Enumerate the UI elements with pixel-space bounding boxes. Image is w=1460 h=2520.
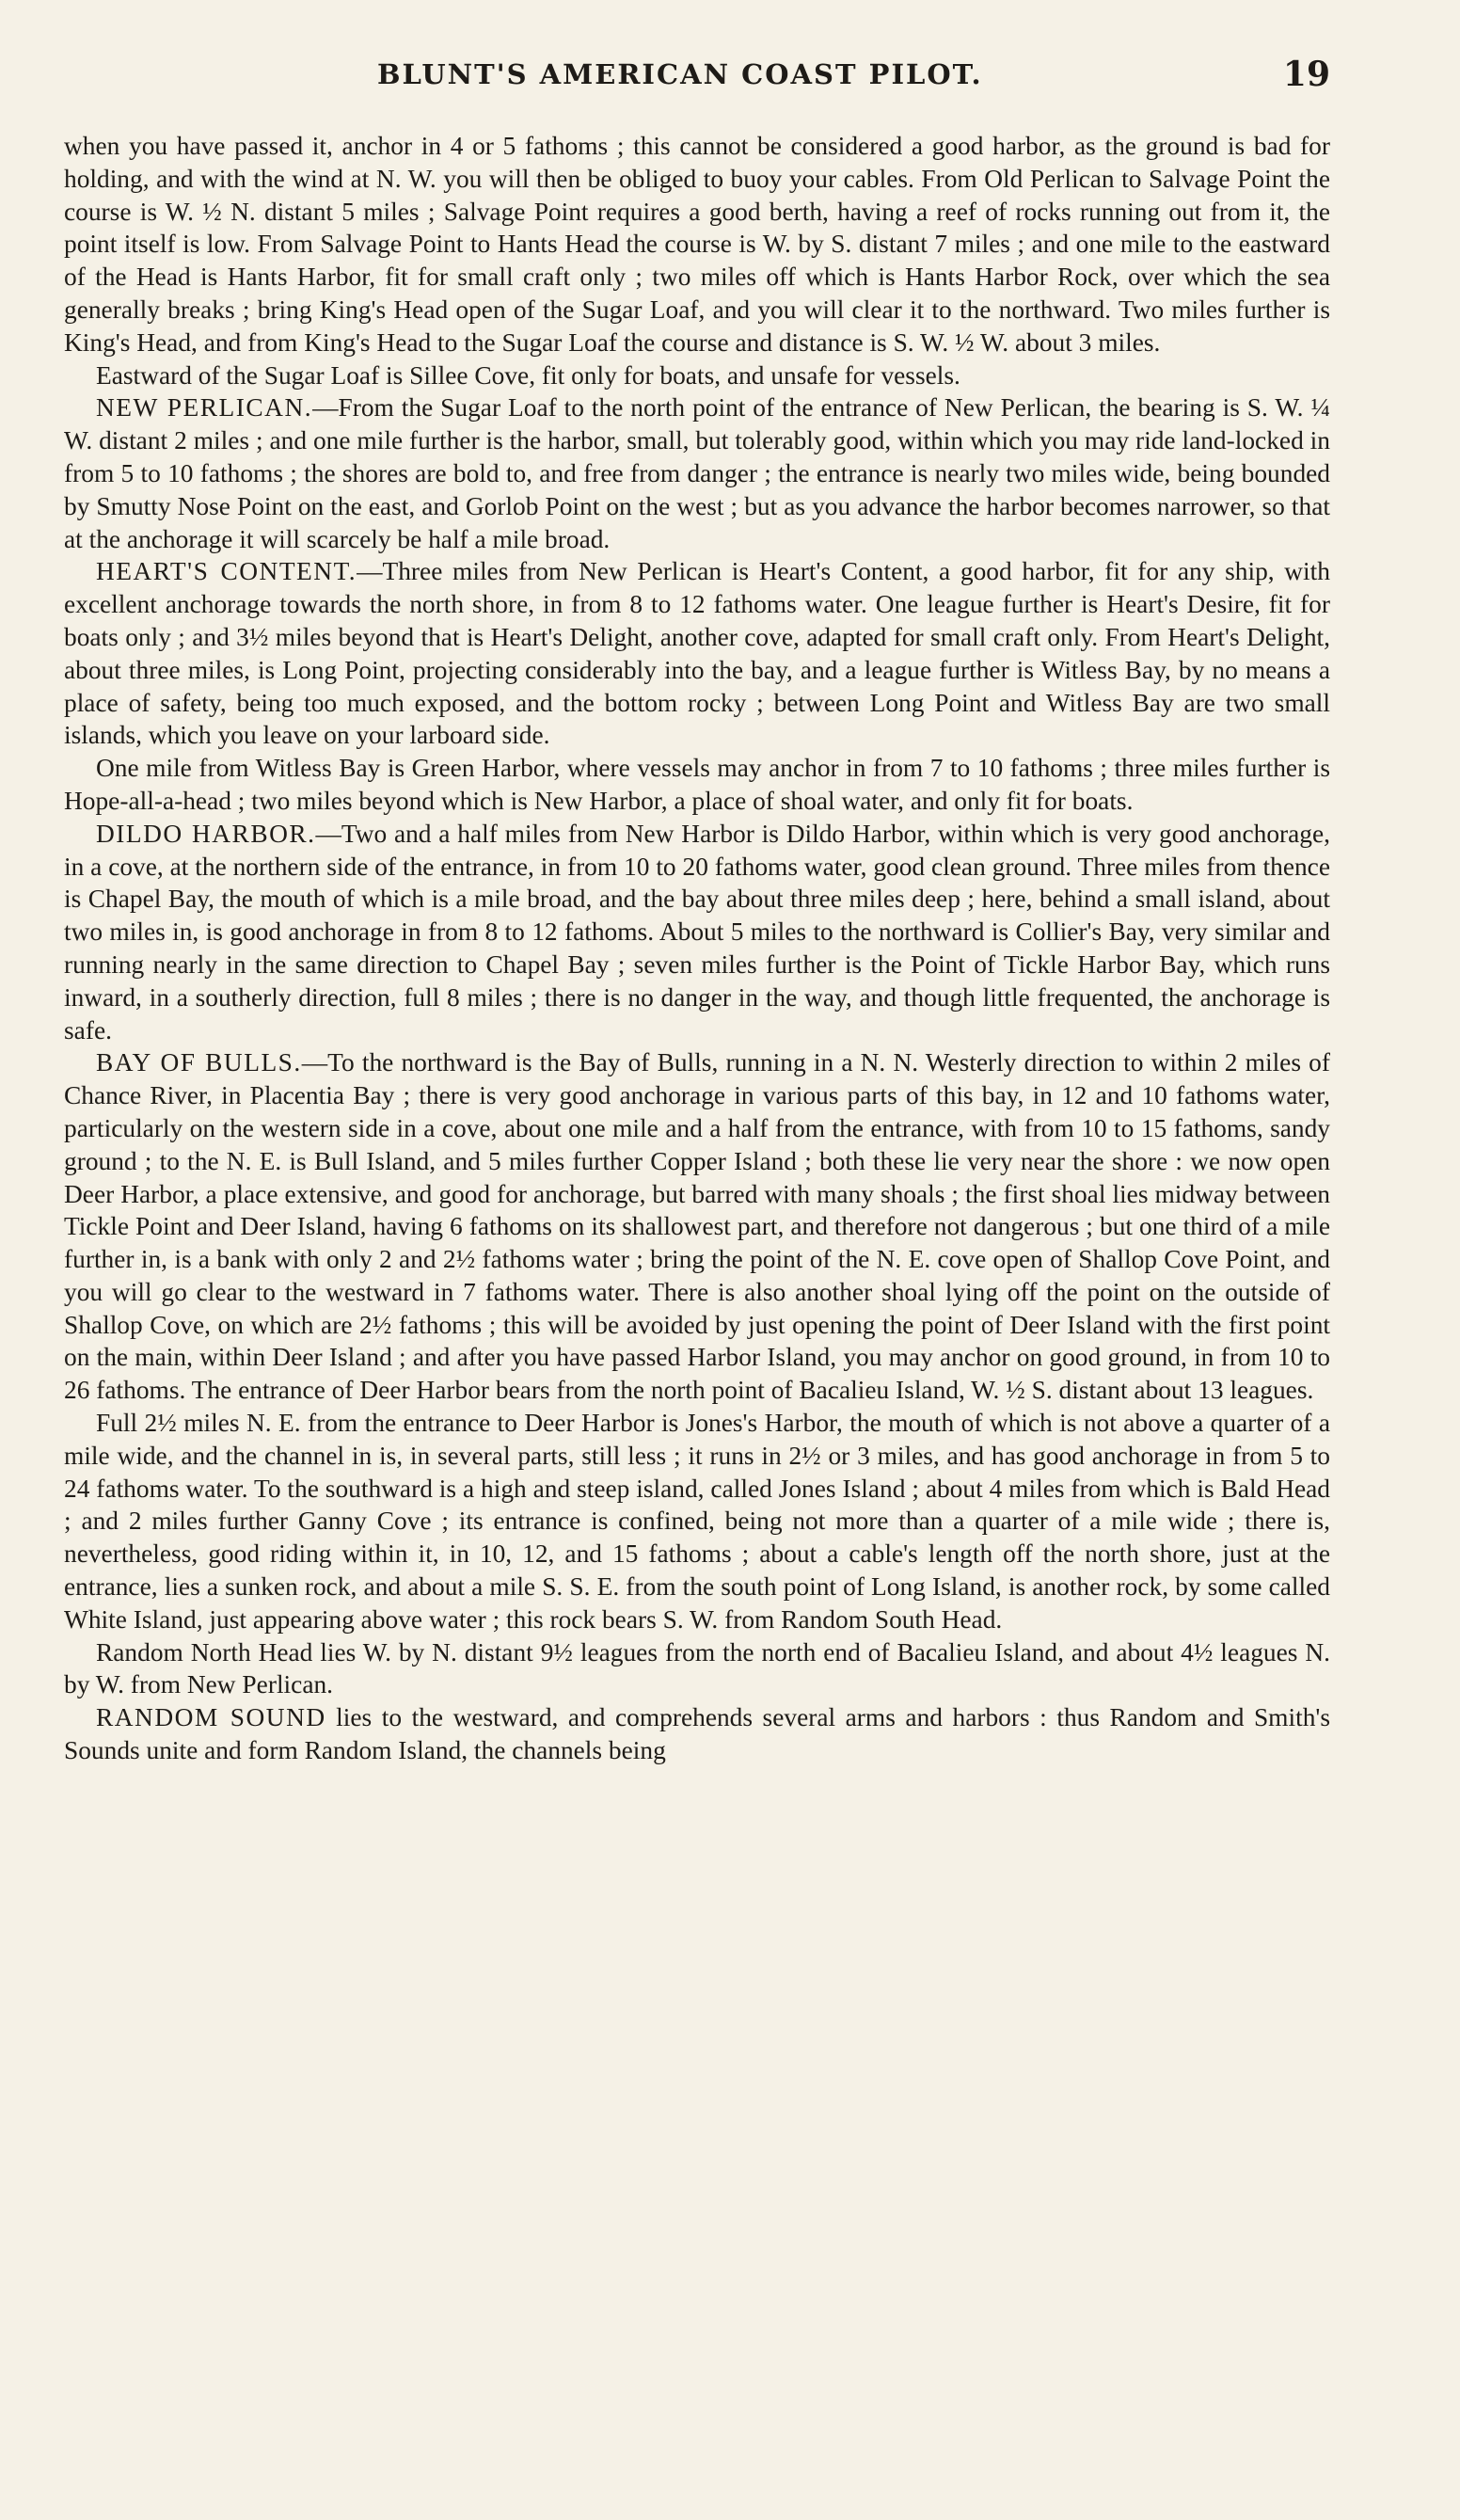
paragraph	[64, 1046, 1330, 1407]
paragraph-text: —Three miles from New Perlican is Heart's Content, a good harbor, fit for any ship, with excellent anchorage towards the north shore, in from 8 to 12 fathoms water. One league further is Heart's Desire, fit for boats only ; and 3½ miles beyond that is Heart's Delight, another cove, adapted for small craft only. From Heart's Delight, about three miles, is Long Point, projecting considerably into the bay, and a league further is Witless Bay, by no means a place of safety, being too much exposed, and the bottom rocky ; between Long Point and Witless Bay are two small islands, which you leave on your larboard side.	[64, 557, 1330, 750]
page-body	[64, 130, 1330, 1767]
paragraph-text: Full 2½ miles N. E. from the entrance to Deer Harbor is Jones's Harbor, the mouth of which is not above a quarter of a mile wide, and the channel in is, in several parts, still less ; it runs in 2½ or 3 miles, and has good anchorage in from 5 to 24 fathoms water. To the southward is a high and steep island, called Jones Island ; about 4 miles from which is Bald Head ; and 2 miles further Ganny Cove ; its entrance is confined, being not more than a quarter of a mile wide ; there is, nevertheless, good riding within it, in 10, 12, and 15 fathoms ; about a cable's length off the north shore, just at the entrance, lies a sunken rock, and about a mile S. S. E. from the south point of Long Island, is another rock, by some called White Island, just appearing above water ; this rock bears S. W. from Random South Head.	[64, 1409, 1330, 1634]
running-title: BLUNT'S AMERICAN COAST PILOT.	[377, 58, 983, 90]
paragraph-text: when you have passed it, anchor in 4 or 5 fathoms ; this cannot be considered a good harbor, as the ground is bad for holding, and with the wind at N. W. you will then be obliged to buoy your cables. From Old Perlican to Salvage Point the course is W. ½ N. distant 5 miles ; Salvage Point requires a good berth, having a reef of rocks running out from it, the point itself is low. From Salvage Point to Hants Head the course is W. by S. distant 7 miles ; and one mile to the eastward of the Head is Hants Harbor, fit for small craft only ; two miles off which is Hants Harbor Rock, over which the sea generally breaks ; bring King's Head open of the Sugar Loaf, and you will clear it to the northward. Two miles further is King's Head, and from King's Head to the Sugar Loaf the course and distance is S. W. ½ W. about 3 miles.	[64, 132, 1330, 357]
section-heading: RANDOM SOUND	[96, 1703, 326, 1732]
running-header	[64, 55, 1330, 98]
paragraph-text: Eastward of the Sugar Loaf is Sillee Cove, fit only for boats, and unsafe for vessels.	[96, 360, 960, 390]
paragraph	[64, 818, 1330, 1047]
paragraph	[64, 359, 1330, 392]
section-heading: BAY OF BULLS.	[96, 1048, 302, 1077]
page-number: 19	[1282, 55, 1330, 94]
paragraph	[64, 1407, 1330, 1636]
paragraph	[64, 1636, 1330, 1702]
paragraph	[64, 1701, 1330, 1767]
paragraph	[64, 130, 1330, 359]
paragraph	[64, 391, 1330, 555]
paragraph-text: —To the northward is the Bay of Bulls, running in a N. N. Westerly direction to within 2 miles of Chance River, in Placentia Bay ; there is very good anchorage in various parts of this bay, in 12 and 10 fathoms water, particularly on the western side in a cove, about one mile and a half from the entrance, with from 10 to 15 fathoms, sandy ground ; to the N. E. is Bull Island, and 5 miles further Copper Island ; both these lie very near the shore : we now open Deer Harbor, a place extensive, and good for anchorage, but barred with many shoals ; the first shoal lies midway between Tickle Point and Deer Island, having 6 fathoms on its shallowest part, and therefore not dangerous ; but one third of a mile further in, is a bank with only 2 and 2½ fathoms water ; bring the point of the N. E. cove open of Shallop Cove Point, and you will go clear to the westward in 7 fathoms water. There is also another shoal lying off the point on the outside of Shallop Cove, on which are 2½ fathoms ; this will be avoided by just opening the point of Deer Island with the first point on the main, within Deer Island ; and after you have passed Harbor Island, you may anchor on good ground, in from 10 to 26 fathoms. The entrance of Deer Harbor bears from the north point of Bacalieu Island, W. ½ S. distant about 13 leagues.	[64, 1048, 1330, 1405]
section-heading: NEW PERLICAN.	[96, 393, 313, 423]
paragraph-text: lies to the westward, and comprehends several arms and harbors : thus Random and Smith's Sounds unite and form Random Island, the channels being	[64, 1703, 1330, 1765]
paragraph-text: —Two and a half miles from New Harbor is Dildo Harbor, within which is very good anchorage, in a cove, at the northern side of the entrance, in from 10 to 20 fathoms water, good clean ground. Three miles from thence is Chapel Bay, the mouth of which is a mile broad, and the bay about three miles deep ; here, behind a small island, about two miles in, is good anchorage in from 8 to 12 fathoms. About 5 miles to the northward is Collier's Bay, very similar and running nearly in the same direction to Chapel Bay ; seven miles further is the Point of Tickle Harbor Bay, which runs inward, in a southerly direction, full 8 miles ; there is no danger in the way, and though little frequented, the anchorage is safe.	[64, 819, 1330, 1045]
paragraph	[64, 555, 1330, 752]
paragraph-text: One mile from Witless Bay is Green Harbor, where vessels may anchor in from 7 to 10 fathoms ; three miles further is Hope-all-a-head ; two miles beyond which is New Harbor, a place of shoal water, and only fit for boats.	[64, 754, 1330, 815]
paragraph-text: —From the Sugar Loaf to the north point of the entrance of New Perlican, the bearing is S. W. ¼ W. distant 2 miles ; and one mile further is the harbor, small, but tolerably good, within which you may ride land-locked in from 5 to 10 fathoms ; the shores are bold to, and free from danger ; the entrance is nearly two miles wide, being bounded by Smutty Nose Point on the east, and Gorlob Point on the west ; but as you advance the harbor becomes narrower, so that at the anchorage it will scarcely be half a mile broad.	[64, 393, 1330, 553]
paragraph-text: Random North Head lies W. by N. distant 9½ leagues from the north end of Bacalieu Island, and about 4½ leagues N. by W. from New Perlican.	[64, 1637, 1330, 1699]
section-heading: HEART'S CONTENT.	[96, 557, 357, 586]
section-heading: DILDO HARBOR.	[96, 819, 316, 848]
paragraph	[64, 752, 1330, 818]
